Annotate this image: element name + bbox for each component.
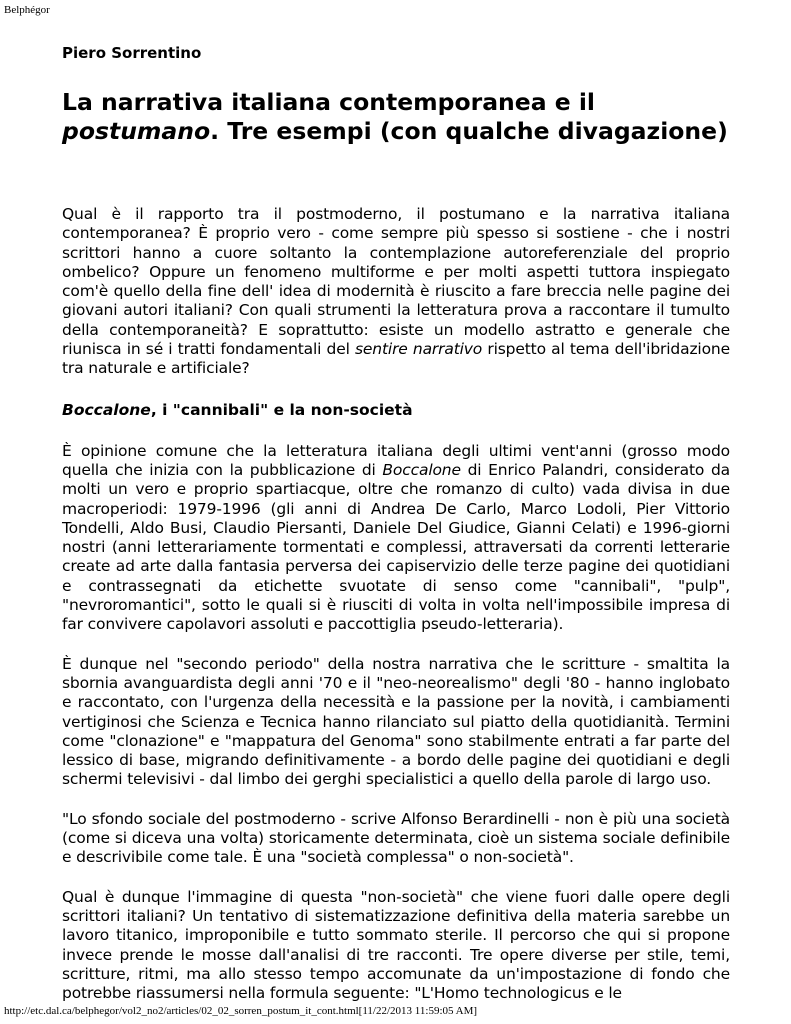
- intro-italic: sentire narrativo: [355, 340, 483, 359]
- print-footer-url: http://etc.dal.ca/belphegor/vol2_no2/articles/02_02_sorren_postum_it_cont.html[11/22/2013 11:59:05 AM]: [4, 1005, 478, 1017]
- section-heading-rest: , i "cannibali" e la non-società: [150, 400, 413, 419]
- print-header: Belphégor: [4, 4, 50, 16]
- section-heading-italic: Boccalone: [62, 400, 151, 419]
- title-italic: postumano: [62, 117, 211, 145]
- paragraph-1-text-b: di Enrico Palandri, considerato da molti un vero e proprio spartiacque, oltre che romanzo di culto) vada divisa in due macroperiodi: 1979-1996 (gli anni di Andrea De Carlo, Marco Lodoli, Pier Vittorio Tondelli, Aldo Busi, Claudio Piersanti, Daniele Del Giudice, Gianni Celati) e 1996-giorni nostri (anni letterariamente tormentati e complessi, attraversati da correnti letterarie create ad arte dalla fantasia perversa dei capiservizio delle terze pagine dei quotidiani e contrassegnati da etichette svuotate di senso come "cannibali", "pulp", "nevroromantici", sotto le quali si è riusciti di volta in volta nell'impossibile impresa di far convivere capolavori assoluti e paccottiglia pseudo-letteraria).: [62, 460, 730, 634]
- section-heading: [62, 401, 730, 420]
- author-name: Piero Sorrentino: [62, 44, 202, 62]
- article-body: [62, 205, 730, 1003]
- paragraph-3: "Lo sfondo sociale del postmoderno - scrive Alfonso Berardinelli - non è più una società (come si diceva una volta) storicamente determinata, cioè un sistema sociale definibile e descrivibile come tale. È una "società complessa" o non-società".: [62, 809, 730, 867]
- paragraph-4: Qual è dunque l'immagine di questa "non-società" che viene fuori dalle opere degli scrittori italiani? Un tentativo di sistematizzazione definitiva della materia sarebbe un lavoro titanico, improponibile e tutto sommato sterile. Il percorso che qui si propone invece prende le mosse dall'analisi di tre racconti. Tre opere diverse per stile, temi, scritture, ritmi, ma allo stesso tempo accomunate da un'impostazione di fondo che potrebbe riassumersi nella formula seguente: "L'Homo technologicus e le: [62, 887, 730, 1003]
- paragraph-2: È dunque nel "secondo periodo" della nostra narrativa che le scritture - smaltita la sbornia avanguardista degli anni '70 e il "neo-neorealismo" degli '80 - hanno inglobato e raccontato, con l'urgenza della necessità e la passione per la novità, i cambiamenti vertiginosi che Scienza e Tecnica hanno rilanciato sul piatto della quotidianità. Termini come "clonazione" e "mappatura del Genoma" sono stabilmente entrati a far parte del lessico di base, migrando definitivamente - a bordo delle pagine dei quotidiani e degli schermi televisivi - dal limbo dei gerghi specialistici a quello della parole di largo uso.: [62, 654, 730, 789]
- paragraph-1: [62, 442, 730, 635]
- intro-paragraph: [62, 205, 730, 379]
- title-part-2: . Tre esempi (con qualche divagazione): [210, 117, 728, 145]
- article-title: [62, 88, 730, 146]
- paragraph-1-italic: Boccalone: [382, 460, 461, 479]
- intro-text-1: Qual è il rapporto tra il postmoderno, il postumano e la narrativa italiana contemporanea? È proprio vero - come sempre più spesso si sostiene - che i nostri scrittori hanno a cuore soltanto la contemplazione autoreferenziale del proprio ombelico? Oppure un fenomeno multiforme e per molti aspetti tuttora inspiegato com'è quello della fine dell' idea di modernità è riuscito a fare breccia nelle pagine dei giovani autori italiani? Con quali strumenti la letteratura prova a raccontare il tumulto della contemporaneità? E soprattutto: esiste un modello astratto e generale che riunisca in sé i tratti fondamentali del: [62, 205, 730, 359]
- title-part-1: La narrativa italiana contemporanea e il: [62, 88, 595, 116]
- paragraph-1-text-a: È opinione comune che la letteratura italiana degli ultimi vent'anni (grosso modo quella che inizia con la pubblicazione di: [62, 441, 730, 479]
- intro-text-2: rispetto al tema dell'ibridazione tra naturale e artificiale?: [62, 340, 730, 378]
